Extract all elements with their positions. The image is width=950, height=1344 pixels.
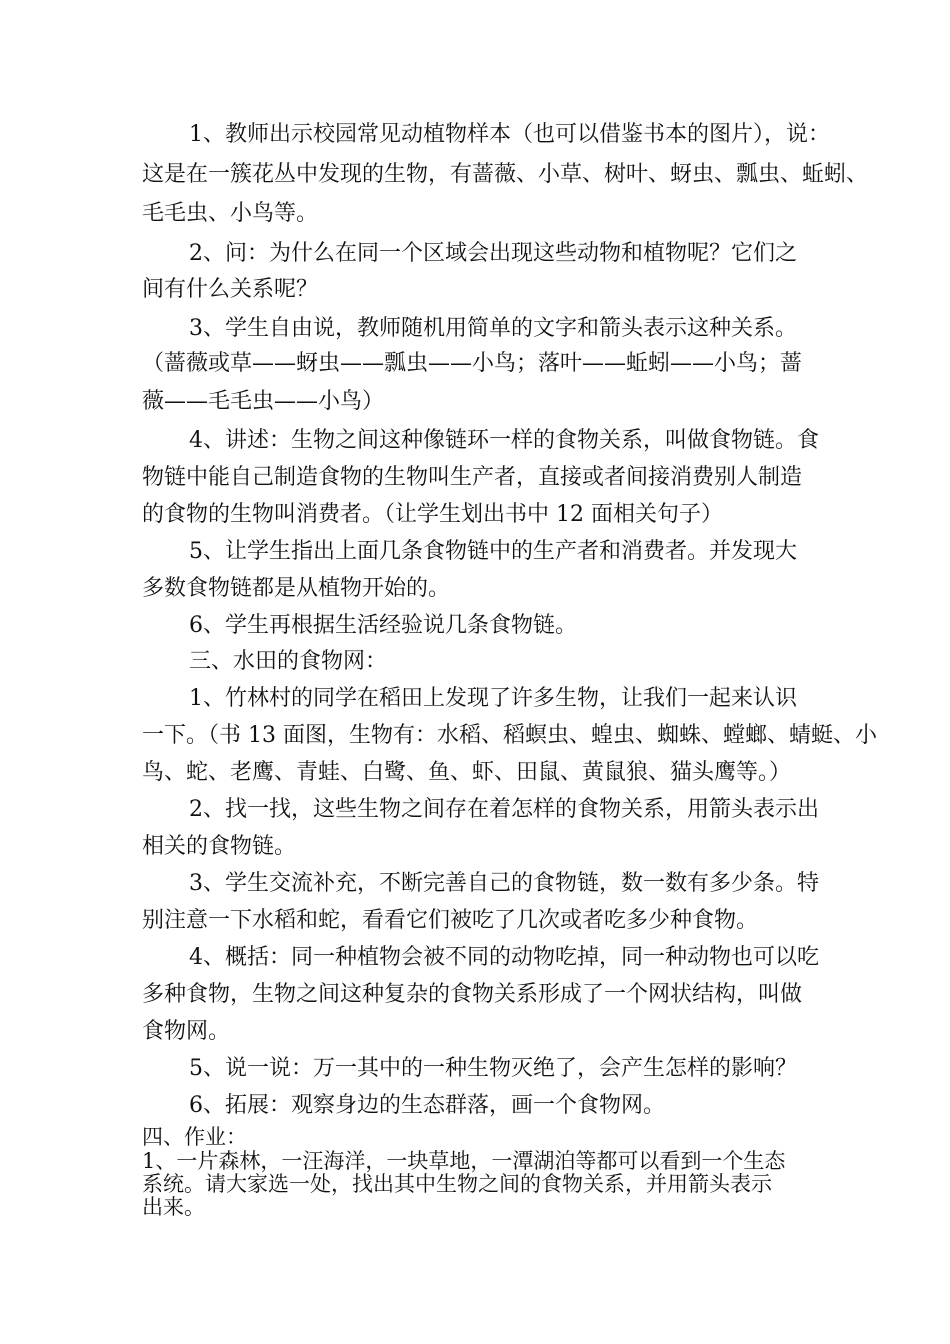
text-line: 多种食物，生物之间这种复杂的食物关系形成了一个网状结构，叫做	[142, 982, 803, 1007]
text-line: 5、说一说：万一其中的一种生物灭绝了，会产生怎样的影响？	[189, 1056, 797, 1081]
text-line: 1、竹林村的同学在稻田上发现了许多生物，让我们一起来认识	[189, 686, 797, 711]
text-line: 1、一片森林，一汪海洋，一块草地，一潭湖泊等都可以看到一个生态	[142, 1149, 786, 1173]
text-line: 鸟、蛇、老鹰、青蛙、白鹭、鱼、虾、田鼠、黄鼠狼、猫头鹰等。）	[142, 760, 792, 785]
text-line: 食物网。	[142, 1019, 231, 1044]
text-line: 间有什么关系呢？	[142, 277, 319, 302]
text-line: 相关的食物链。	[142, 834, 297, 859]
text-line: 这是在一簇花丛中发现的生物，有蔷薇、小草、树叶、蚜虫、瓢虫、蚯蚓、	[142, 162, 869, 187]
section-heading: 四、作业：	[142, 1125, 247, 1149]
text-line: 3、学生交流补充，不断完善自己的食物链，数一数有多少条。特	[189, 871, 819, 896]
text-line: 的食物的生物叫消费者。（让学生划出书中 12 面相关句子）	[142, 502, 723, 527]
text-line: （蔷薇或草——蚜虫——瓢虫——小鸟；落叶——蚯蚓——小鸟；蔷	[142, 351, 803, 376]
text-line: 一下。（书 13 面图，生物有：水稻、稻螟虫、蝗虫、蜘蛛、螳螂、蜻蜓、小	[142, 723, 877, 748]
text-line: 3、学生自由说，教师随机用简单的文字和箭头表示这种关系。	[189, 316, 797, 341]
text-line: 薇——毛毛虫——小鸟）	[142, 389, 385, 414]
text-line: 物链中能自己制造食物的生物叫生产者，直接或者间接消费别人制造	[142, 465, 803, 490]
text-line: 4、讲述：生物之间这种像链环一样的食物关系，叫做食物链。食	[189, 428, 819, 453]
text-line: 出来。	[142, 1195, 205, 1219]
text-line: 毛毛虫、小鸟等。	[142, 201, 319, 226]
text-line: 多数食物链都是从植物开始的。	[142, 576, 451, 601]
text-line: 6、学生再根据生活经验说几条食物链。	[189, 613, 577, 638]
text-line: 2、找一找，这些生物之间存在着怎样的食物关系，用箭头表示出	[189, 797, 819, 822]
text-line: 别注意一下水稻和蛇，看看它们被吃了几次或者吃多少种食物。	[142, 908, 759, 933]
text-line: 4、概括：同一种植物会被不同的动物吃掉，同一种动物也可以吃	[189, 945, 819, 970]
text-line: 5、让学生指出上面几条食物链中的生产者和消费者。并发现大	[189, 539, 797, 564]
text-line: 1、教师出示校园常见动植物样本（也可以借鉴书本的图片），说：	[189, 122, 830, 147]
section-heading: 三、水田的食物网：	[189, 649, 388, 674]
text-line: 系统。请大家选一处，找出其中生物之间的食物关系，并用箭头表示	[142, 1172, 772, 1196]
text-line: 2、问：为什么在同一个区域会出现这些动物和植物呢？它们之	[189, 241, 797, 266]
text-line: 6、拓展：观察身边的生态群落，画一个食物网。	[189, 1093, 665, 1118]
